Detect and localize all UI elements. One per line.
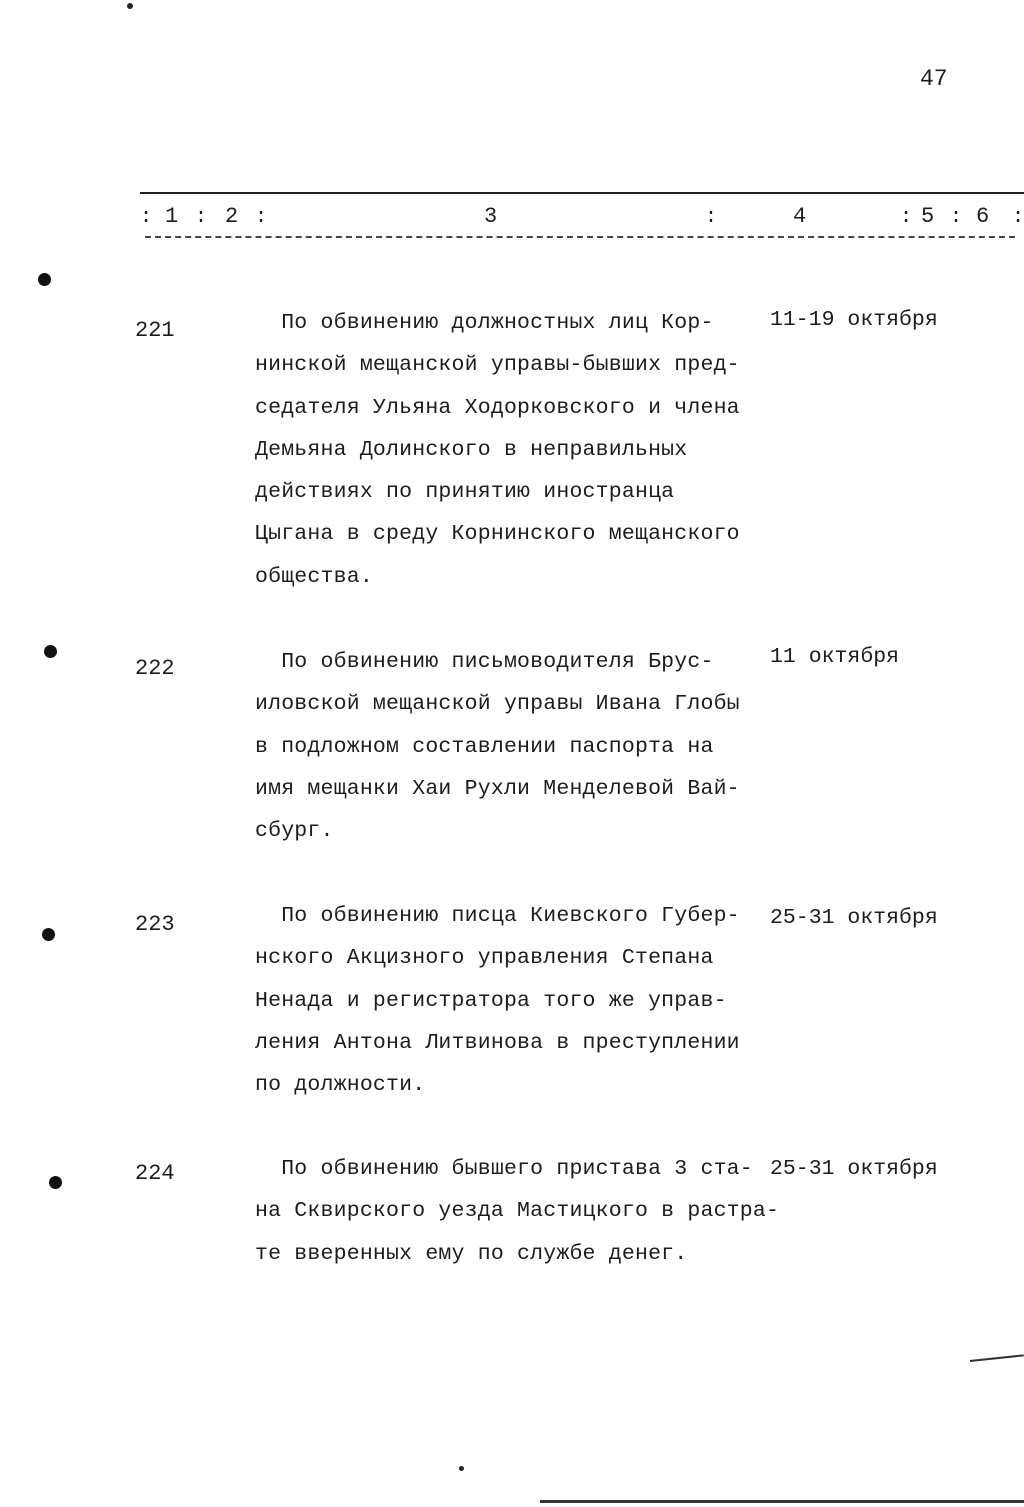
column-separator: : <box>255 206 268 229</box>
ink-dot <box>459 1466 464 1471</box>
header-top-rule <box>140 192 1024 194</box>
punch-hole <box>42 928 55 941</box>
column-separator: : <box>140 206 153 229</box>
pen-stroke <box>970 1354 1024 1362</box>
punch-hole <box>38 273 51 286</box>
entry-date: 25-31 октября <box>770 906 938 930</box>
ink-dot <box>127 3 133 9</box>
column-header-1: 1 <box>165 204 179 229</box>
entry-description: По обвинению письмоводителя Брус- иловской мещанской управы Ивана Глобы в подложном составлении паспорта на имя мещанки Хаи Рухли Менделевой Вай- сбург. <box>255 650 740 844</box>
column-header-6: 6 <box>976 204 990 229</box>
column-header-4: 4 <box>793 204 807 229</box>
column-header-3: 3 <box>484 204 498 229</box>
punch-hole <box>44 645 57 658</box>
page-number: 47 <box>920 66 948 92</box>
entry-number: 221 <box>135 318 175 343</box>
column-separator: : <box>900 206 913 229</box>
entry-description: По обвинению писца Киевского Губер- нского Акцизного управления Степана Ненада и регистратора того же управ- ления Антона Литвинова в преступлении по должности. <box>255 904 740 1098</box>
entry-number: 224 <box>135 1161 175 1186</box>
column-separator: : <box>1012 206 1024 229</box>
entry-date: 11 октября <box>770 645 900 669</box>
header-bottom-rule <box>145 236 1015 238</box>
bottom-edge-line <box>540 1500 1024 1503</box>
entry-description: По обвинению бывшего пристава 3 ста- на Сквирского уезда Мастицкого в растра- те вверенных ему по службе денег. <box>255 1157 780 1266</box>
entry-date: 25-31 октября <box>770 1157 938 1181</box>
entry-description: По обвинению должностных лиц Кор- нинской мещанской управы-бывших пред- седателя Ульяна Ходорковского и члена Демьяна Долинского в неправильных действиях по принятию иностранца Цыгана в среду Корнинского мещанского общества. <box>255 311 740 589</box>
column-separator: : <box>195 206 208 229</box>
column-header-5: 5 <box>921 204 935 229</box>
punch-hole <box>49 1176 62 1189</box>
entry-date: 11-19 октября <box>770 308 938 332</box>
column-separator: : <box>950 206 963 229</box>
entry-number: 222 <box>135 656 175 681</box>
column-header-2: 2 <box>225 204 239 229</box>
entry-number: 223 <box>135 912 175 937</box>
column-separator: : <box>705 206 718 229</box>
